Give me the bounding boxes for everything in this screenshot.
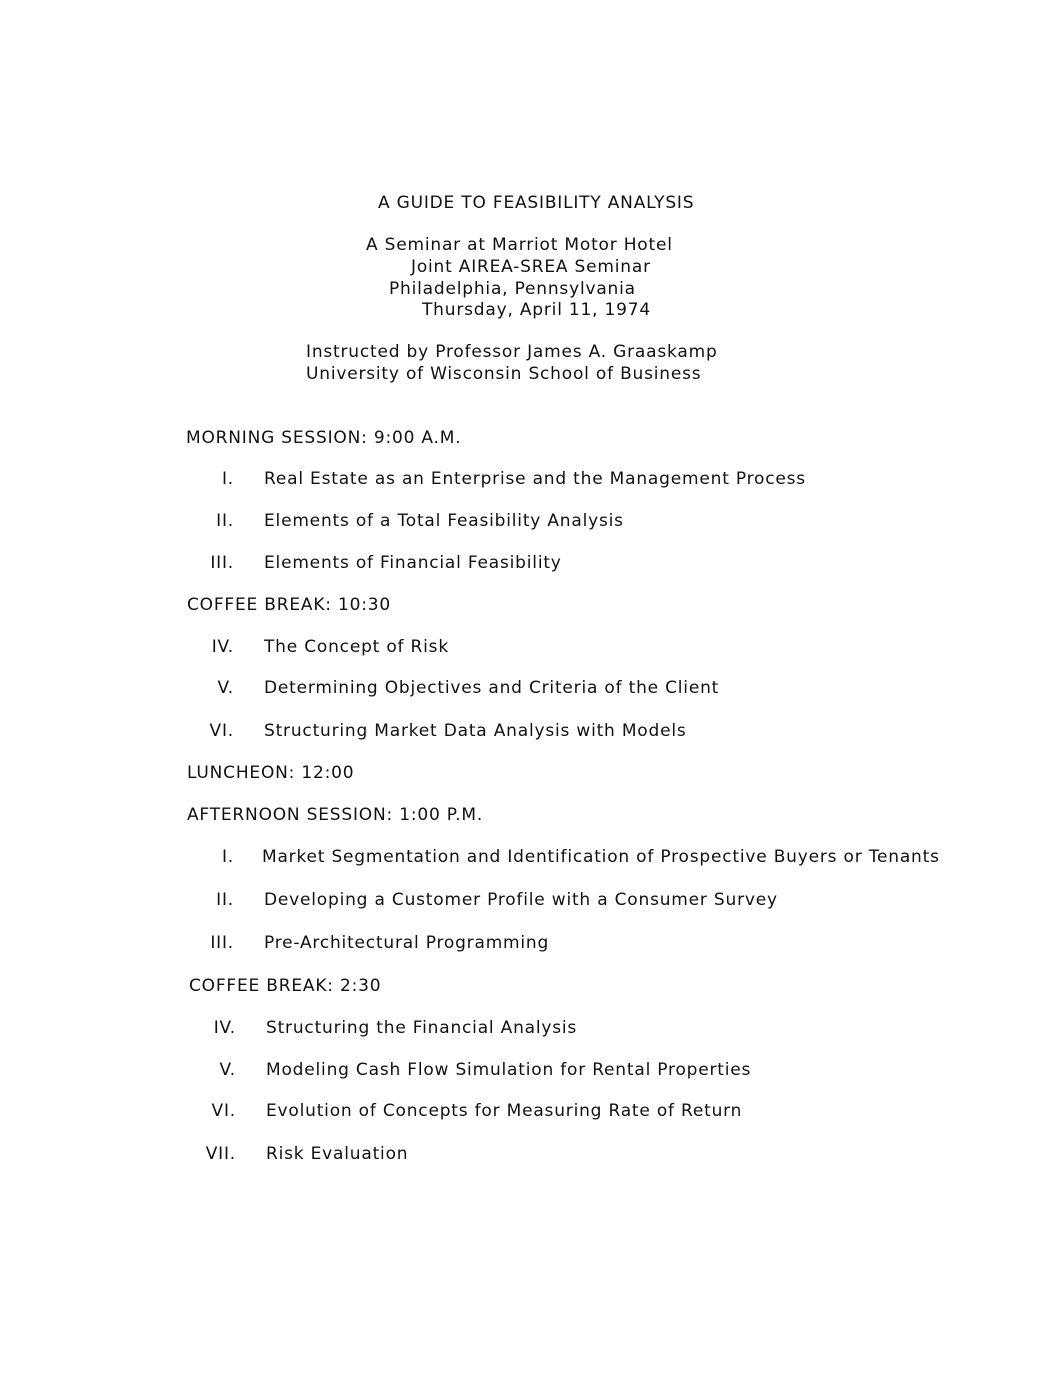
instructor-line: Instructed by Professor James A. Graaskamp: [306, 342, 718, 362]
item-text: Real Estate as an Enterprise and the Management Process: [264, 469, 806, 489]
item-numeral: V.: [217, 678, 234, 698]
item-text: Structuring the Financial Analysis: [266, 1018, 578, 1038]
agenda-item: [190, 511, 624, 531]
coffee-break-heading: COFFEE BREAK: 10:30: [187, 595, 392, 615]
item-numeral: III.: [210, 553, 234, 573]
item-text: Structuring Market Data Analysis with Models: [264, 721, 687, 741]
morning-session-heading: MORNING SESSION: 9:00 A.M.: [186, 428, 462, 448]
item-numeral: III.: [210, 933, 234, 953]
agenda-item: [190, 553, 562, 573]
item-text: Determining Objectives and Criteria of the Client: [264, 678, 720, 698]
item-text: Risk Evaluation: [266, 1144, 409, 1164]
seminar-type: Joint AIREA-SREA Seminar: [411, 257, 651, 277]
item-numeral: IV.: [213, 1018, 236, 1038]
item-text: Developing a Customer Profile with a Consumer Survey: [264, 890, 778, 910]
afternoon-session-heading: AFTERNOON SESSION: 1:00 P.M.: [187, 805, 484, 825]
affiliation-line: University of Wisconsin School of Business: [306, 364, 702, 384]
agenda-item: [190, 721, 687, 741]
item-numeral: I.: [221, 469, 234, 489]
agenda-item: [190, 469, 806, 489]
agenda-item: [192, 1018, 577, 1038]
agenda-item: [192, 1060, 751, 1080]
agenda-item: [190, 678, 719, 698]
item-text: Modeling Cash Flow Simulation for Rental Properties: [266, 1060, 752, 1080]
item-numeral: V.: [219, 1060, 236, 1080]
agenda-item: [190, 637, 449, 657]
agenda-item: [190, 890, 778, 910]
item-numeral: VI.: [211, 1101, 236, 1121]
agenda-item: [190, 847, 940, 867]
coffee-break-heading: COFFEE BREAK: 2:30: [189, 976, 382, 996]
item-text: Elements of a Total Feasibility Analysis: [264, 511, 624, 531]
item-numeral: I.: [221, 847, 234, 867]
item-numeral: II.: [216, 511, 234, 531]
seminar-date: Thursday, April 11, 1974: [422, 300, 652, 320]
agenda-item: [190, 933, 549, 953]
agenda-item: [192, 1144, 408, 1164]
item-text: Pre-Architectural Programming: [264, 933, 550, 953]
seminar-venue: A Seminar at Marriot Motor Hotel: [366, 235, 673, 255]
item-text: The Concept of Risk: [264, 637, 449, 657]
luncheon-heading: LUNCHEON: 12:00: [187, 763, 355, 783]
item-text: Market Segmentation and Identification of Prospective Buyers or Tenants: [262, 847, 940, 867]
item-numeral: IV.: [211, 637, 234, 657]
seminar-location: Philadelphia, Pennsylvania: [389, 279, 636, 299]
item-text: Evolution of Concepts for Measuring Rate of Return: [266, 1101, 743, 1121]
item-numeral: VI.: [209, 721, 234, 741]
item-numeral: VII.: [205, 1144, 236, 1164]
agenda-item: [192, 1101, 742, 1121]
item-text: Elements of Financial Feasibility: [264, 553, 562, 573]
item-numeral: II.: [216, 890, 234, 910]
document-title: A GUIDE TO FEASIBILITY ANALYSIS: [378, 193, 695, 213]
